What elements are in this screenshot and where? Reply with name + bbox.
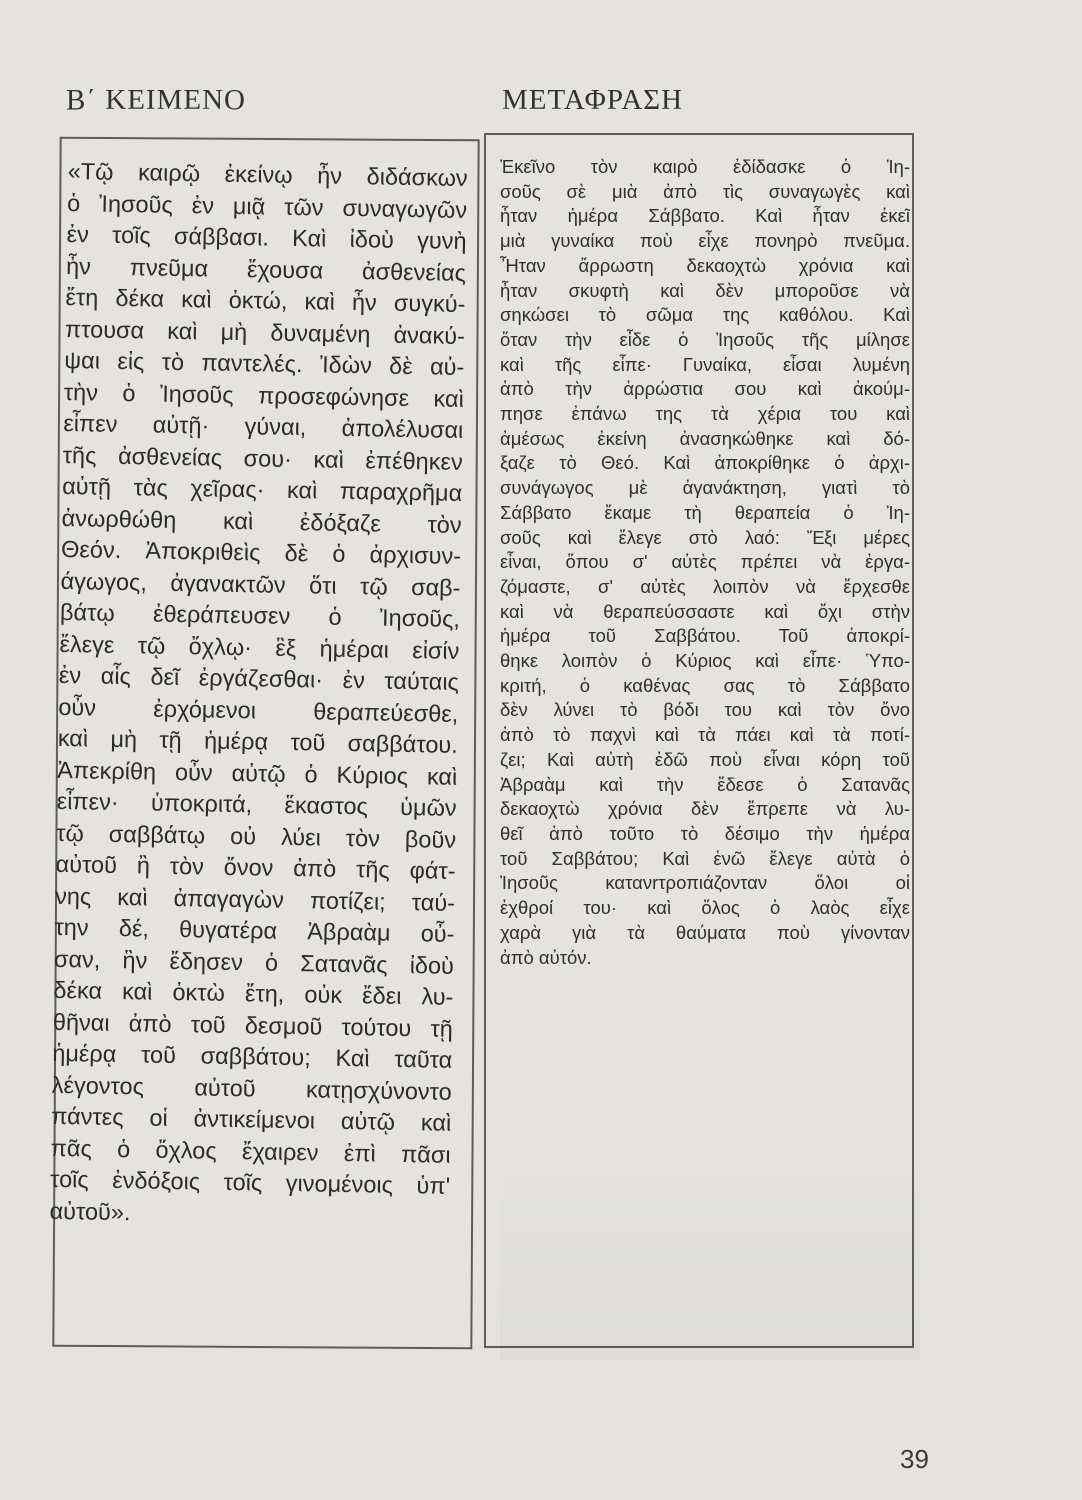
text-line: ἀμέσως ἐκείνη ἀνασηκώθηκε καὶ δό- xyxy=(500,427,910,449)
text-line: αὐτῇ τὰς χεῖρας· καὶ παραχρῆμα xyxy=(62,472,463,506)
text-line: ἀπὸ τὴν ἀρρώστια σου καὶ ἀκούμ- xyxy=(500,378,910,400)
page-number: 39 xyxy=(900,1444,929,1474)
text-line: καὶ μὴ τῇ ἡμέρᾳ τοῦ σαββάτου. xyxy=(57,724,459,758)
text-line: σοῦς καὶ ἔλεγε στὸ λαό: Ἔξι μέρες xyxy=(500,526,910,548)
text-line: τοῖς ἐνδόξοις τοῖς γινομένοις ὑπ' xyxy=(49,1165,451,1199)
text-line: Ἦταν ἄρρωστη δεκαοχτὼ χρόνια καὶ xyxy=(500,254,910,276)
text-line: εἶπεν· ὑποκριτά, ἕκαστος ὑμῶν xyxy=(56,787,457,821)
text-line: πησε ἐπάνω της τὰ χέρια του καὶ xyxy=(500,403,910,425)
text-line: δὲν λύνει τὸ βόδι του καὶ τὸν ὄνο xyxy=(500,699,910,721)
text-line: πᾶς ὁ ὄχλος ἔχαιρεν ἐπὶ πᾶσι xyxy=(50,1134,451,1168)
text-line: ζει; Καὶ αὐτὴ ἐδῶ ποὺ εἶναι κόρη τοῦ xyxy=(500,748,910,770)
text-line: Ἀβραὰμ καὶ τὴν ἔδεσε ὁ Σατανᾶς xyxy=(500,773,910,795)
text-line: χαρὰ γιὰ τὰ θαύματα ποὺ γίνονταν xyxy=(500,921,910,943)
text-line: ἔτη δέκα καὶ ὀκτώ, καὶ ἦν συγκύ- xyxy=(65,283,466,317)
text-line: ἀνωρθώθη καὶ ἐδόξαζε τὸν xyxy=(61,504,462,538)
text-line: βάτῳ ἐθεράπευσεν ὁ Ἰησοῦς, xyxy=(59,598,461,632)
text-line: Ἀπεκρίθη οὖν αὐτῷ ὁ Κύριος καὶ xyxy=(57,756,458,790)
text-line: τῆς ἀσθενείας σου· καὶ ἐπέθηκεν xyxy=(62,441,463,475)
text-line: ἐχθροί του· καὶ ὅλος ὁ λαὸς εἶχε xyxy=(500,897,910,919)
text-line: άγωγος, ἀγανακτῶν ὅτι τῷ σαβ- xyxy=(60,567,461,601)
text-line: λέγοντος αὐτοῦ κατῃσχύνοντο xyxy=(51,1071,452,1105)
text-line: ἦταν σκυφτὴ καὶ δὲν μποροῦσε νὰ xyxy=(500,279,910,301)
text-line: σαν, ἣν ἔδησεν ὁ Σατανᾶς ἰδοὺ xyxy=(53,945,455,979)
text-line: θηκε λοιπὸν ὁ Κύριος καὶ εἶπε· Ὑπο- xyxy=(500,650,910,672)
text-line: ἀπὸ αὐτόν. xyxy=(500,946,592,968)
text-line: ἡμέρᾳ τοῦ σαββάτου; Καὶ ταῦτα xyxy=(52,1039,453,1073)
text-line: οὖν ἐρχόμενοι θεραπεύεσθε, xyxy=(58,693,459,727)
original-text-column xyxy=(49,156,468,1234)
text-line: νης καὶ ἀπαγαγὼν ποτίζει; ταύ- xyxy=(54,882,456,916)
translation-column xyxy=(500,155,910,970)
text-line: καὶ νὰ θεραπεύσσαστε καὶ ὄχι στὴν xyxy=(500,600,910,622)
text-line: συνάγωγος μὲ ἀγανάκτηση, γιατὶ τὸ xyxy=(500,477,910,499)
text-line: ἡμέρα τοῦ Σαββάτου. Τοῦ ἀποκρί- xyxy=(500,625,910,647)
text-line: μιὰ γυναίκα ποὺ εἶχε πονηρὸ πνεῦμα. xyxy=(500,230,910,252)
text-line: Ἐκεῖνο τὸν καιρὸ ἐδίδασκε ὁ Ἰη- xyxy=(500,156,910,177)
text-line: ἀπὸ τὸ παχνὶ καὶ τὰ πάει καὶ τὰ ποτί- xyxy=(500,724,910,746)
text-line: ψαι εἰς τὸ παντελές. Ἰδὼν δὲ αὐ- xyxy=(64,346,465,380)
text-line: καὶ τῆς εἶπε· Γυναίκα, εἶσαι λυμένη xyxy=(500,353,910,375)
text-line: αὐτοῦ». xyxy=(49,1197,131,1225)
text-line: Σάββατο ἔκαμε τὴ θεραπεία ὁ Ἰη- xyxy=(500,501,910,523)
text-line: ἦταν ἡμέρα Σάββατο. Καὶ ἦταν ἐκεῖ xyxy=(500,205,910,227)
text-line: δεκαοχτὼ χρόνια δὲν ἔπρεπε νὰ λυ- xyxy=(500,798,910,820)
original-text-heading: Β΄ ΚΕΙΜΕΝΟ xyxy=(66,84,246,116)
text-line: ἐν αἷς δεῖ ἐργάζεσθαι· ἐν ταύταις xyxy=(58,661,460,695)
text-line: πάντες οἱ ἀντικείμενοι αὐτῷ καὶ xyxy=(51,1102,452,1136)
text-line: σοῦς σὲ μιὰ ἀπὸ τὶς συναγωγὲς καὶ xyxy=(500,180,910,202)
text-line: ζόμαστε, σ' αὐτὲς λοιπὸν νὰ ἔρχεσθε xyxy=(500,575,910,597)
text-line: τῷ σαββάτῳ οὐ λύει τὸν βοῦν xyxy=(55,819,457,853)
text-line: ἦν πνεῦμα ἔχουσα ἀσθενείας xyxy=(65,252,467,286)
text-line: ξαζε τὸ Θεό. Καὶ ἀποκρίθηκε ὁ ἀρχι- xyxy=(500,452,910,474)
text-line: θῆναι ἀπὸ τοῦ δεσμοῦ τούτου τῇ xyxy=(52,1008,454,1042)
text-line: τοῦ Σαββάτου; Καὶ ἐνῶ ἔλεγε αὐτὰ ὁ xyxy=(500,847,910,869)
text-line: ὁ Ἰησοῦς ἐν μιᾷ τῶν συναγωγῶν xyxy=(66,189,468,223)
translation-heading: ΜΕΤΑΦΡΑΣΗ xyxy=(502,84,684,116)
text-line: εἶναι, ὅπου σ' αὐτὲς πρέπει νὰ ἐργα- xyxy=(500,551,910,573)
text-line: εἶπεν αὐτῇ· γύναι, ἀπολέλυσαι xyxy=(63,409,464,443)
text-line: δέκα καὶ ὀκτὼ ἔτη, οὐκ ἔδει λυ- xyxy=(53,976,454,1010)
text-line: τὴν ὁ Ἰησοῦς προσεφώνησε καὶ xyxy=(63,378,465,412)
text-line: Θεόν. Ἀποκριθεὶς δὲ ὁ ἀρχισυν- xyxy=(60,535,462,569)
text-line: ὅταν τὴν εἶδε ὁ Ἰησοῦς τῆς μίλησε xyxy=(500,328,910,350)
text-line: Ἰησοῦς κατανrτροπιάζονταν ὅλοι οἱ xyxy=(500,872,910,894)
text-line: αὐτοῦ ἢ τὸν ὄνον ἀπὸ τῆς φάτ- xyxy=(55,850,456,884)
text-line: σηκώσει τὸ σῶμα της καθόλου. Καὶ xyxy=(500,304,910,326)
text-line: πτουσα καὶ μὴ δυναμένη ἀνακύ- xyxy=(64,315,466,349)
text-line: ἔλεγε τῷ ὄχλῳ· ἓξ ἡμέραι εἰσίν xyxy=(59,630,460,664)
text-line: κριτή, ὁ καθένας σας τὸ Σάββατο xyxy=(500,674,910,696)
text-line: θεῖ ἀπὸ τοῦτο τὸ δέσιμο τὴν ἡμέρα xyxy=(500,822,910,844)
text-line: «Τῷ καιρῷ ἐκείνῳ ἦν διδάσκων xyxy=(67,157,468,191)
text-line: την δέ, θυγατέρα Ἀβραὰμ οὖ- xyxy=(54,913,455,947)
text-line: ἐν τοῖς σάββασι. Καὶ ἰδοὺ γυνὴ xyxy=(66,220,467,254)
